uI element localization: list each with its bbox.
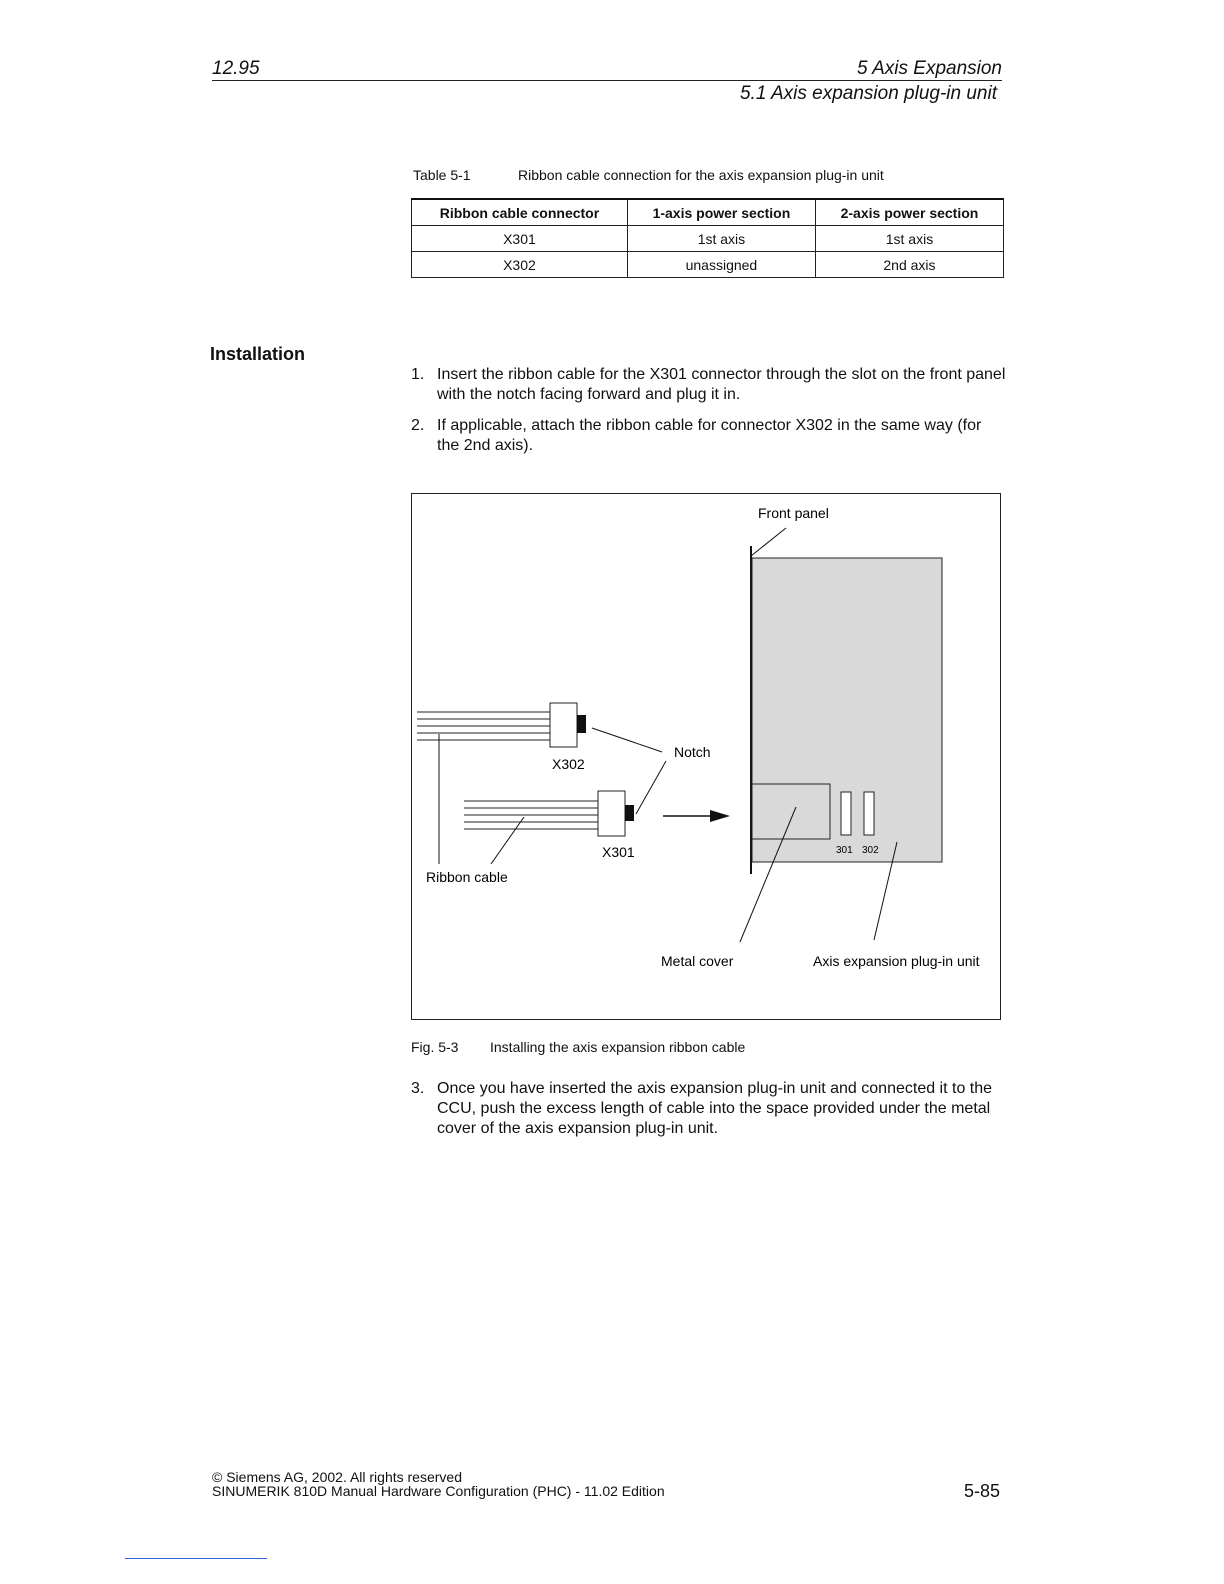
- table-cell: 2nd axis: [815, 252, 1003, 278]
- installation-heading: Installation: [210, 344, 306, 364]
- header-rule: [212, 80, 1002, 81]
- notch-x301: [625, 805, 634, 821]
- slot-301-label: 301: [836, 845, 853, 856]
- ribbon-cable-label: Ribbon cable: [426, 869, 508, 885]
- table-row: [412, 226, 1004, 252]
- step-text: Once you have inserted the axis expansion plug-in unit and connected it to the CCU, push the excess length of cable into the space provided under the metal cover of the axis expansion plug-in unit.: [437, 1080, 993, 1137]
- figure-caption-number: Fig. 5-3: [411, 1039, 459, 1055]
- step-number: 2.: [411, 417, 425, 434]
- x302-label: X302: [552, 756, 585, 772]
- table-row: [412, 252, 1004, 278]
- ribbon-cable-x302: [417, 712, 550, 740]
- step-item: [411, 1079, 1006, 1139]
- ribbon-cable-x301: [464, 801, 598, 829]
- footer-link-underline: [125, 1558, 267, 1559]
- step-item: [411, 365, 1006, 405]
- table-caption: [413, 167, 884, 183]
- footer-document-title: SINUMERIK 810D Manual Hardware Configuration (PHC) - 11.02 Edition: [212, 1483, 665, 1499]
- header-section: 5.1 Axis expansion plug-in unit: [739, 83, 997, 104]
- front-panel-label: Front panel: [758, 505, 829, 521]
- footer-copyright: © Siemens AG, 2002. All rights reserved: [212, 1469, 462, 1485]
- table-header-row: [412, 199, 1004, 226]
- step-text: If applicable, attach the ribbon cable for connector X302 in the same way (for the 2nd axis).: [437, 417, 982, 454]
- table-header-cell: 1-axis power section: [627, 199, 815, 226]
- table-caption-number: Table 5-1: [413, 167, 471, 183]
- header-date: 12.95: [212, 58, 260, 79]
- connector-x301: [598, 791, 625, 836]
- notch-label: Notch: [674, 744, 711, 760]
- step-text: Insert the ribbon cable for the X301 connector through the slot on the front panel with the notch facing forward and plug it in.: [437, 366, 1006, 403]
- ribbon-cable-leader-2: [491, 817, 524, 864]
- front-panel-leader: [751, 528, 786, 556]
- slot-301: [841, 792, 851, 835]
- figure-drawing: [412, 494, 1000, 1019]
- table-cell: X301: [412, 226, 628, 252]
- table-cell: 1st axis: [627, 226, 815, 252]
- header-chapter: 5 Axis Expansion: [856, 58, 1002, 79]
- figure-caption: [411, 1039, 745, 1055]
- ribbon-cable-table: [411, 198, 1004, 278]
- step-number: 3.: [411, 1080, 425, 1097]
- installation-figure: [411, 493, 1001, 1020]
- figure-caption-title: Installing the axis expansion ribbon cable: [490, 1039, 746, 1055]
- table-cell: unassigned: [627, 252, 815, 278]
- notch-leader-x302: [592, 728, 662, 752]
- table-cell: 1st axis: [815, 226, 1003, 252]
- plugin-unit-label: Axis expansion plug-in unit: [813, 953, 980, 969]
- slot-302: [864, 792, 874, 835]
- table-caption-title: Ribbon cable connection for the axis expansion plug-in unit: [518, 167, 884, 183]
- slot-302-label: 302: [862, 845, 879, 856]
- insert-arrow-head: [710, 810, 730, 822]
- metal-cover-label: Metal cover: [661, 953, 734, 969]
- x301-label: X301: [602, 844, 635, 860]
- table-header-cell: 2-axis power section: [815, 199, 1003, 226]
- footer-page-number: 5-85: [963, 1481, 1000, 1501]
- connector-x302: [550, 703, 577, 747]
- table-header-cell: Ribbon cable connector: [412, 199, 628, 226]
- step-item: [411, 416, 1006, 456]
- notch-leader-x301: [636, 761, 666, 814]
- table-cell: X302: [412, 252, 628, 278]
- step-number: 1.: [411, 366, 425, 383]
- notch-x302: [577, 715, 586, 733]
